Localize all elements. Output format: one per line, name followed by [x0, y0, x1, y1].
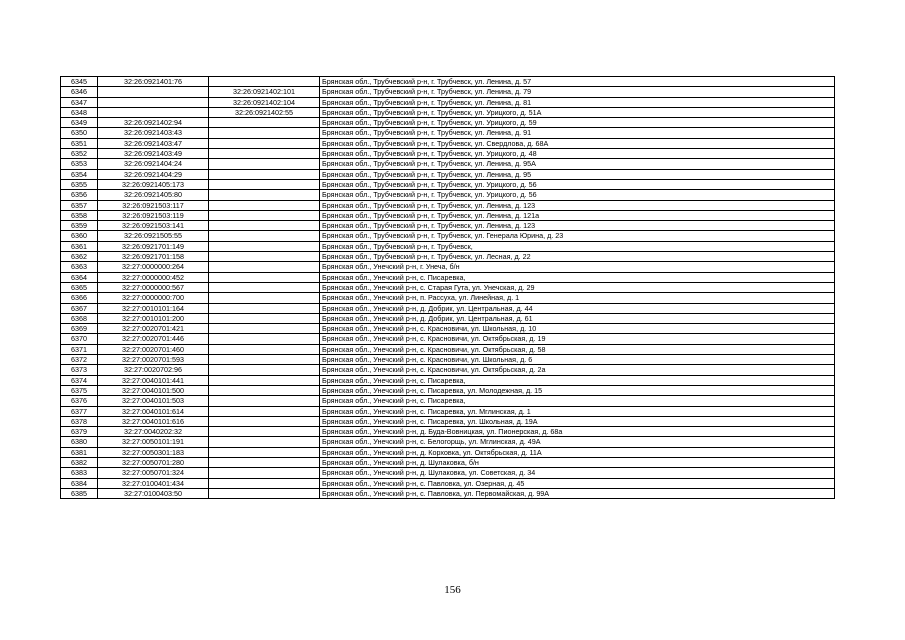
table-row — [61, 313, 835, 323]
cadastral-number-cell: 32:27:0050701:280 — [98, 457, 209, 467]
address-cell: Брянская обл., Трубчевский р-н, г. Трубчевск, ул. Ленина, д. 91 — [320, 128, 835, 138]
row-number-cell: 6384 — [61, 478, 98, 488]
table-body — [61, 77, 835, 499]
cadastral-number-alt-cell — [209, 416, 320, 426]
table-row — [61, 427, 835, 437]
table-row — [61, 262, 835, 272]
table-row — [61, 87, 835, 97]
table-row — [61, 179, 835, 189]
cadastral-number-alt-cell — [209, 221, 320, 231]
cadastral-number-alt-cell: 32:26:0921402:104 — [209, 97, 320, 107]
row-number-cell: 6356 — [61, 190, 98, 200]
row-number-cell: 6346 — [61, 87, 98, 97]
table-row — [61, 107, 835, 117]
cadastral-number-cell: 32:27:0040101:500 — [98, 385, 209, 395]
cadastral-number-alt-cell — [209, 437, 320, 447]
table-row — [61, 303, 835, 313]
table-row — [61, 293, 835, 303]
row-number-cell: 6375 — [61, 385, 98, 395]
cadastral-number-cell — [98, 97, 209, 107]
row-number-cell: 6361 — [61, 241, 98, 251]
row-number-cell: 6368 — [61, 313, 98, 323]
row-number-cell: 6360 — [61, 231, 98, 241]
table-row — [61, 149, 835, 159]
row-number-cell: 6381 — [61, 447, 98, 457]
row-number-cell: 6365 — [61, 282, 98, 292]
cadastral-number-alt-cell — [209, 118, 320, 128]
cadastral-number-cell: 32:26:0921404:24 — [98, 159, 209, 169]
table-row — [61, 437, 835, 447]
cadastral-number-cell: 32:27:0050301:183 — [98, 447, 209, 457]
row-number-cell: 6369 — [61, 324, 98, 334]
table-row — [61, 478, 835, 488]
table-row — [61, 457, 835, 467]
cadastral-number-cell: 32:26:0921505:55 — [98, 231, 209, 241]
table-row — [61, 118, 835, 128]
row-number-cell: 6383 — [61, 468, 98, 478]
address-cell: Брянская обл., Унечский р-н, с. Старая Гута, ул. Унечская, д. 29 — [320, 282, 835, 292]
table-row — [61, 169, 835, 179]
row-number-cell: 6366 — [61, 293, 98, 303]
row-number-cell: 6359 — [61, 221, 98, 231]
row-number-cell: 6350 — [61, 128, 98, 138]
table-row — [61, 396, 835, 406]
row-number-cell: 6373 — [61, 365, 98, 375]
table-row — [61, 252, 835, 262]
cadastral-number-alt-cell — [209, 396, 320, 406]
table-row — [61, 355, 835, 365]
cadastral-number-cell: 32:27:0100401:434 — [98, 478, 209, 488]
table-row — [61, 190, 835, 200]
address-cell: Брянская обл., Трубчевский р-н, г. Трубчевск, ул. Ленина, д. 123 — [320, 221, 835, 231]
cadastral-number-alt-cell — [209, 303, 320, 313]
cadastral-number-cell: 32:26:0921701:158 — [98, 252, 209, 262]
address-cell: Брянская обл., Унечский р-н, п. Рассуха, ул. Линейная, д. 1 — [320, 293, 835, 303]
cadastral-number-cell: 32:27:0050701:324 — [98, 468, 209, 478]
cadastral-number-alt-cell — [209, 169, 320, 179]
cadastral-number-alt-cell — [209, 355, 320, 365]
cadastral-number-cell — [98, 87, 209, 97]
address-cell: Брянская обл., Унечский р-н, д. Корховка, ул. Октябрьская, д. 11А — [320, 447, 835, 457]
address-cell: Брянская обл., Унечский р-н, с. Павловка, ул. Озерная, д. 45 — [320, 478, 835, 488]
cadastral-number-cell: 32:27:0040202:32 — [98, 427, 209, 437]
address-cell: Брянская обл., Трубчевский р-н, г. Трубчевск, ул. Лесная, д. 22 — [320, 252, 835, 262]
cadastral-number-cell: 32:27:0020701:593 — [98, 355, 209, 365]
cadastral-number-alt-cell — [209, 488, 320, 498]
row-number-cell: 6351 — [61, 138, 98, 148]
cadastral-number-alt-cell — [209, 210, 320, 220]
row-number-cell: 6377 — [61, 406, 98, 416]
row-number-cell: 6378 — [61, 416, 98, 426]
row-number-cell: 6352 — [61, 149, 98, 159]
page-number: 156 — [444, 584, 461, 596]
cadastral-number-alt-cell — [209, 159, 320, 169]
cadastral-number-alt-cell — [209, 375, 320, 385]
table-row — [61, 210, 835, 220]
cadastral-number-alt-cell — [209, 344, 320, 354]
address-cell: Брянская обл., Унечский р-н, г. Унеча, б/н — [320, 262, 835, 272]
cadastral-number-alt-cell — [209, 241, 320, 251]
table-row — [61, 488, 835, 498]
table-row — [61, 200, 835, 210]
address-cell: Брянская обл., Унечский р-н, с. Белогорщь, ул. Мглинская, д. 49А — [320, 437, 835, 447]
cadastral-number-cell: 32:27:0000000:452 — [98, 272, 209, 282]
cadastral-number-cell: 32:26:0921405:173 — [98, 179, 209, 189]
table-row — [61, 468, 835, 478]
cadastral-number-cell: 32:27:0020701:446 — [98, 334, 209, 344]
address-cell: Брянская обл., Трубчевский р-н, г. Трубчевск, ул. Ленина, д. 95 — [320, 169, 835, 179]
row-number-cell: 6371 — [61, 344, 98, 354]
cadastral-number-alt-cell — [209, 77, 320, 87]
cadastral-number-alt-cell — [209, 282, 320, 292]
cadastral-number-cell: 32:27:0000000:567 — [98, 282, 209, 292]
cadastral-number-alt-cell — [209, 149, 320, 159]
cadastral-number-alt-cell — [209, 293, 320, 303]
row-number-cell: 6364 — [61, 272, 98, 282]
cadastral-number-cell: 32:27:0010101:200 — [98, 313, 209, 323]
address-cell: Брянская обл., Трубчевский р-н, г. Трубчевск, ул. Ленина, д. 121а — [320, 210, 835, 220]
cadastral-number-alt-cell — [209, 190, 320, 200]
address-cell: Брянская обл., Унечский р-н, д. Шулаковка, б/н — [320, 457, 835, 467]
cadastral-number-cell: 32:27:0040101:503 — [98, 396, 209, 406]
row-number-cell: 6347 — [61, 97, 98, 107]
row-number-cell: 6376 — [61, 396, 98, 406]
cadastral-number-cell: 32:26:0921503:117 — [98, 200, 209, 210]
address-cell: Брянская обл., Трубчевский р-н, г. Трубчевск, ул. Урицкого, д. 51А — [320, 107, 835, 117]
row-number-cell: 6374 — [61, 375, 98, 385]
address-cell: Брянская обл., Унечский р-н, с. Красновичи, ул. Школьная, д. 6 — [320, 355, 835, 365]
row-number-cell: 6382 — [61, 457, 98, 467]
table-row — [61, 344, 835, 354]
row-number-cell: 6353 — [61, 159, 98, 169]
cadastral-number-cell: 32:26:0921701:149 — [98, 241, 209, 251]
row-number-cell: 6345 — [61, 77, 98, 87]
table-row — [61, 385, 835, 395]
table-row — [61, 241, 835, 251]
row-number-cell: 6379 — [61, 427, 98, 437]
cadastral-number-alt-cell — [209, 427, 320, 437]
address-cell: Брянская обл., Унечский р-н, д. Шулаковка, ул. Советская, д. 34 — [320, 468, 835, 478]
cadastral-number-cell: 32:27:0040101:616 — [98, 416, 209, 426]
cadastral-number-alt-cell — [209, 324, 320, 334]
address-cell: Брянская обл., Трубчевский р-н, г. Трубчевск, ул. Ленина, д. 81 — [320, 97, 835, 107]
address-cell: Брянская обл., Унечский р-н, с. Писаревка, — [320, 272, 835, 282]
cadastral-number-alt-cell — [209, 128, 320, 138]
cadastral-number-cell: 32:26:0921403:47 — [98, 138, 209, 148]
cadastral-number-alt-cell — [209, 457, 320, 467]
address-cell: Брянская обл., Трубчевский р-н, г. Трубчевск, ул. Генерала Юрина, д. 23 — [320, 231, 835, 241]
row-number-cell: 6355 — [61, 179, 98, 189]
cadastral-number-cell: 32:26:0921402:94 — [98, 118, 209, 128]
row-number-cell: 6362 — [61, 252, 98, 262]
address-cell: Брянская обл., Унечский р-н, д. Добрик, ул. Центральная, д. 44 — [320, 303, 835, 313]
table-row — [61, 406, 835, 416]
cadastral-number-alt-cell — [209, 365, 320, 375]
table-row — [61, 272, 835, 282]
cadastral-number-alt-cell — [209, 200, 320, 210]
cadastral-number-alt-cell — [209, 468, 320, 478]
address-cell: Брянская обл., Унечский р-н, д. Добрик, ул. Центральная, д. 61 — [320, 313, 835, 323]
row-number-cell: 6372 — [61, 355, 98, 365]
address-cell: Брянская обл., Трубчевский р-н, г. Трубчевск, ул. Урицкого, д. 59 — [320, 118, 835, 128]
cadastral-number-cell: 32:27:0000000:700 — [98, 293, 209, 303]
row-number-cell: 6380 — [61, 437, 98, 447]
cadastral-number-cell: 32:27:0010101:164 — [98, 303, 209, 313]
row-number-cell: 6354 — [61, 169, 98, 179]
table-row — [61, 334, 835, 344]
address-cell: Брянская обл., Трубчевский р-н, г. Трубчевск, ул. Ленина, д. 79 — [320, 87, 835, 97]
cadastral-number-cell: 32:27:0040101:614 — [98, 406, 209, 416]
address-cell: Брянская обл., Трубчевский р-н, г. Трубчевск, ул. Свердлова, д. 68А — [320, 138, 835, 148]
cadastral-number-cell: 32:26:0921403:43 — [98, 128, 209, 138]
table-row — [61, 159, 835, 169]
cadastral-number-cell: 32:26:0921503:141 — [98, 221, 209, 231]
table-row — [61, 447, 835, 457]
cadastral-number-cell: 32:27:0020701:460 — [98, 344, 209, 354]
cadastral-number-alt-cell — [209, 385, 320, 395]
cadastral-number-alt-cell — [209, 231, 320, 241]
cadastral-number-alt-cell: 32:26:0921402:101 — [209, 87, 320, 97]
cadastral-number-alt-cell — [209, 478, 320, 488]
address-cell: Брянская обл., Унечский р-н, д. Буда-Вовницкая, ул. Пионерская, д. 68а — [320, 427, 835, 437]
address-cell: Брянская обл., Трубчевский р-н, г. Трубчевск, ул. Ленина, д. 95А — [320, 159, 835, 169]
address-cell: Брянская обл., Трубчевский р-н, г. Трубчевск, ул. Урицкого, д. 56 — [320, 190, 835, 200]
cadastral-number-alt-cell — [209, 272, 320, 282]
cadastral-number-cell: 32:27:0050101:191 — [98, 437, 209, 447]
row-number-cell: 6357 — [61, 200, 98, 210]
address-cell: Брянская обл., Трубчевский р-н, г. Трубчевск, — [320, 241, 835, 251]
cadastral-number-alt-cell — [209, 313, 320, 323]
address-cell: Брянская обл., Унечский р-н, с. Красновичи, ул. Октябрьская, д. 19 — [320, 334, 835, 344]
address-cell: Брянская обл., Унечский р-н, с. Писаревка, — [320, 396, 835, 406]
table-row — [61, 231, 835, 241]
cadastral-number-cell: 32:26:0921404:29 — [98, 169, 209, 179]
row-number-cell: 6385 — [61, 488, 98, 498]
table-row — [61, 365, 835, 375]
cadastral-number-alt-cell — [209, 252, 320, 262]
table-row — [61, 221, 835, 231]
table-row — [61, 97, 835, 107]
address-cell: Брянская обл., Трубчевский р-н, г. Трубчевск, ул. Урицкого, д. 48 — [320, 149, 835, 159]
cadastral-number-cell: 32:27:0000000:264 — [98, 262, 209, 272]
cadastral-number-alt-cell — [209, 447, 320, 457]
cadastral-number-cell: 32:27:0020702:96 — [98, 365, 209, 375]
cadastral-number-cell: 32:27:0040101:441 — [98, 375, 209, 385]
address-cell: Брянская обл., Унечский р-н, с. Писаревка, ул. Молодежная, д. 15 — [320, 385, 835, 395]
cadastral-number-alt-cell: 32:26:0921402:55 — [209, 107, 320, 117]
cadastral-number-cell — [98, 107, 209, 117]
address-cell: Брянская обл., Унечский р-н, с. Писаревка, ул. Мглинская, д. 1 — [320, 406, 835, 416]
address-cell: Брянская обл., Трубчевский р-н, г. Трубчевск, ул. Ленина, д. 57 — [320, 77, 835, 87]
table-row — [61, 138, 835, 148]
cadastral-number-cell: 32:26:0921401:76 — [98, 77, 209, 87]
cadastral-number-alt-cell — [209, 262, 320, 272]
table-row — [61, 77, 835, 87]
row-number-cell: 6358 — [61, 210, 98, 220]
cadastral-number-alt-cell — [209, 179, 320, 189]
address-cell: Брянская обл., Унечский р-н, с. Красновичи, ул. Школьная, д. 10 — [320, 324, 835, 334]
table-row — [61, 375, 835, 385]
cadastral-number-cell: 32:26:0921503:119 — [98, 210, 209, 220]
cadastral-number-cell: 32:26:0921405:80 — [98, 190, 209, 200]
row-number-cell: 6363 — [61, 262, 98, 272]
address-cell: Брянская обл., Унечский р-н, с. Писаревка, — [320, 375, 835, 385]
cadastral-table — [60, 76, 835, 499]
row-number-cell: 6348 — [61, 107, 98, 117]
address-cell: Брянская обл., Унечский р-н, с. Павловка, ул. Первомайская, д. 99А — [320, 488, 835, 498]
address-cell: Брянская обл., Трубчевский р-н, г. Трубчевск, ул. Ленина, д. 123 — [320, 200, 835, 210]
address-cell: Брянская обл., Трубчевский р-н, г. Трубчевск, ул. Урицкого, д. 56 — [320, 179, 835, 189]
table-row — [61, 324, 835, 334]
row-number-cell: 6370 — [61, 334, 98, 344]
cadastral-number-cell: 32:27:0020701:421 — [98, 324, 209, 334]
address-cell: Брянская обл., Унечский р-н, с. Красновичи, ул. Октябрьская, д. 2а — [320, 365, 835, 375]
cadastral-number-alt-cell — [209, 406, 320, 416]
table-row — [61, 128, 835, 138]
address-cell: Брянская обл., Унечский р-н, с. Писаревка, ул. Школьная, д. 19А — [320, 416, 835, 426]
cadastral-number-alt-cell — [209, 334, 320, 344]
cadastral-number-alt-cell — [209, 138, 320, 148]
cadastral-number-cell: 32:26:0921403:49 — [98, 149, 209, 159]
row-number-cell: 6349 — [61, 118, 98, 128]
cadastral-number-cell: 32:27:0100403:50 — [98, 488, 209, 498]
table-row — [61, 282, 835, 292]
address-cell: Брянская обл., Унечский р-н, с. Красновичи, ул. Октябрьская, д. 58 — [320, 344, 835, 354]
row-number-cell: 6367 — [61, 303, 98, 313]
table-row — [61, 416, 835, 426]
